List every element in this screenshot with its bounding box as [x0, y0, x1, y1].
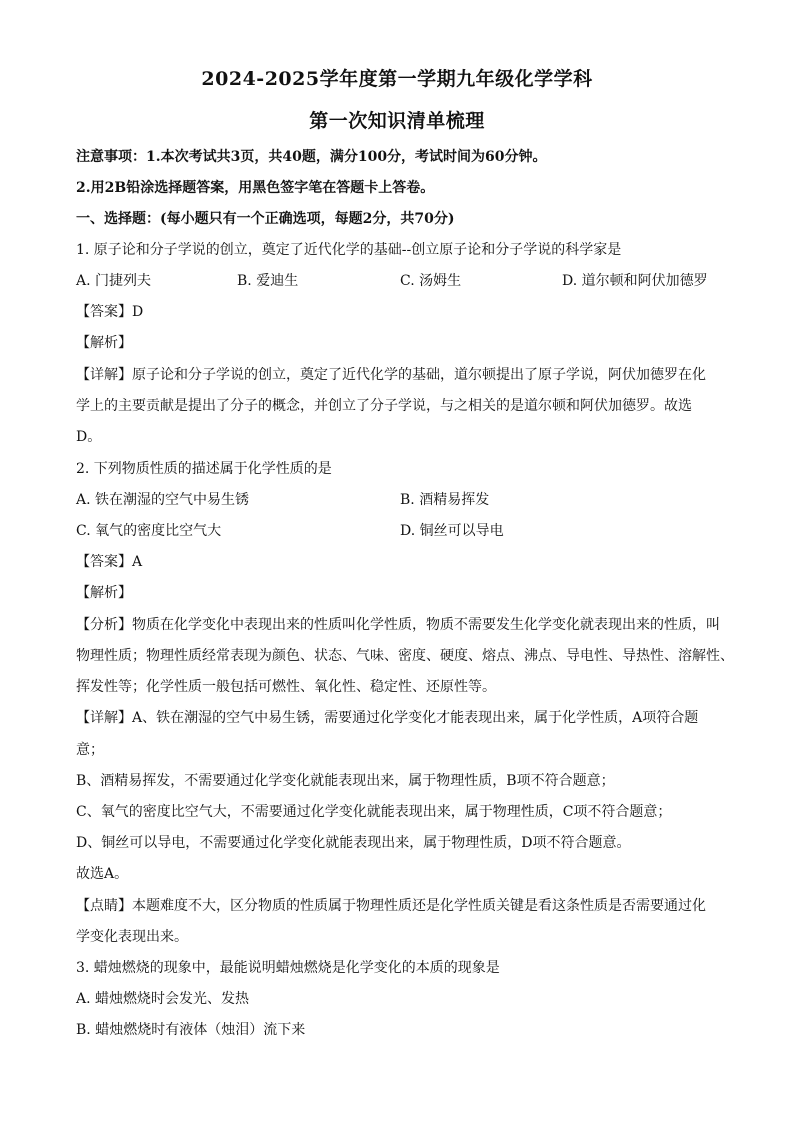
section-heading: 一、选择题：(每小题只有一个正确选项，每题2分，共70分) [76, 211, 455, 227]
notice-line-2: 2.用2B铅涂选择题答案，用黑色签字笔在答题卡上答卷。 [76, 180, 435, 196]
question-1-option-c: C. 汤姆生 [400, 273, 462, 289]
question-2-stem: 2. 下列物质性质的描述属于化学性质的是 [76, 461, 332, 477]
notice-line-1: 注意事项：1.本次考试共3页，共40题，满分100分，考试时间为60分钟。 [76, 149, 547, 165]
question-1-detail-line-1: 【详解】原子论和分子学说的创立，奠定了近代化学的基础，道尔顿提出了原子学说，阿伏加德罗在化 [76, 367, 706, 383]
question-1-jiexi: 【解析】 [76, 335, 132, 351]
question-2-option-d: D. 铜丝可以导电 [400, 523, 504, 539]
question-2-detail-line-6: 故选A。 [76, 866, 129, 882]
question-3-option-a: A. 蜡烛燃烧时会发光、发热 [76, 991, 250, 1007]
question-2-detail-line-3: B、酒精易挥发，不需要通过化学变化就能表现出来，属于物理性质，B项不符合题意； [76, 773, 615, 789]
question-1-detail-line-3: D。 [76, 429, 102, 445]
question-1-option-b: B. 爱迪生 [237, 273, 299, 289]
document-title: 2024-2025学年度第一学期九年级化学学科 [201, 68, 593, 90]
question-2-answer: 【答案】A [76, 554, 143, 570]
question-2-dianjing-line-2: 学变化表现出来。 [76, 929, 188, 945]
question-2-dianjing-line-1: 【点睛】本题难度不大，区分物质的性质属于物理性质还是化学性质关键是看这条性质是否需要通过化 [76, 898, 706, 914]
question-2-option-a: A. 铁在潮湿的空气中易生锈 [76, 492, 250, 508]
question-2-detail-line-1: 【详解】A、铁在潮湿的空气中易生锈，需要通过化学变化才能表现出来，属于化学性质，A项符合题 [76, 710, 699, 726]
question-2-analysis-line-2: 物理性质；物理性质经常表现为颜色、状态、气味、密度、硬度、熔点、沸点、导电性、导热性、溶解性、 [76, 648, 734, 664]
question-2-jiexi: 【解析】 [76, 585, 132, 601]
question-2-detail-line-2: 意； [76, 742, 104, 758]
question-2-detail-line-5: D、铜丝可以导电，不需要通过化学变化就能表现出来，属于物理性质，D项不符合题意。 [76, 835, 631, 851]
question-2-analysis-line-3: 挥发性等；化学性质一般包括可燃性、氧化性、稳定性、还原性等。 [76, 679, 496, 695]
question-1-detail-line-2: 学上的主要贡献是提出了分子的概念，并创立了分子学说，与之相关的是道尔顿和阿伏加德罗。故选 [76, 398, 692, 414]
question-3-stem: 3. 蜡烛燃烧的现象中，最能说明蜡烛燃烧是化学变化的本质的现象是 [76, 960, 500, 976]
question-2-option-b: B. 酒精易挥发 [400, 492, 490, 508]
question-3-option-b: B. 蜡烛燃烧时有液体（烛泪）流下来 [76, 1022, 306, 1038]
question-1-option-a: A. 门捷列夫 [76, 273, 152, 289]
question-1-option-d: D. 道尔顿和阿伏加德罗 [562, 273, 708, 289]
document-subtitle: 第一次知识清单梳理 [309, 110, 485, 132]
question-1-answer: 【答案】D [76, 304, 144, 320]
question-2-analysis-line-1: 【分析】物质在化学变化中表现出来的性质叫化学性质，物质不需要发生化学变化就表现出来的性质，叫 [76, 617, 720, 633]
question-1-stem: 1. 原子论和分子学说的创立，奠定了近代化学的基础--创立原子论和分子学说的科学家是 [76, 242, 622, 258]
question-2-option-c: C. 氧气的密度比空气大 [76, 523, 222, 539]
question-2-detail-line-4: C、氧气的密度比空气大，不需要通过化学变化就能表现出来，属于物理性质，C项不符合题意； [76, 804, 672, 820]
